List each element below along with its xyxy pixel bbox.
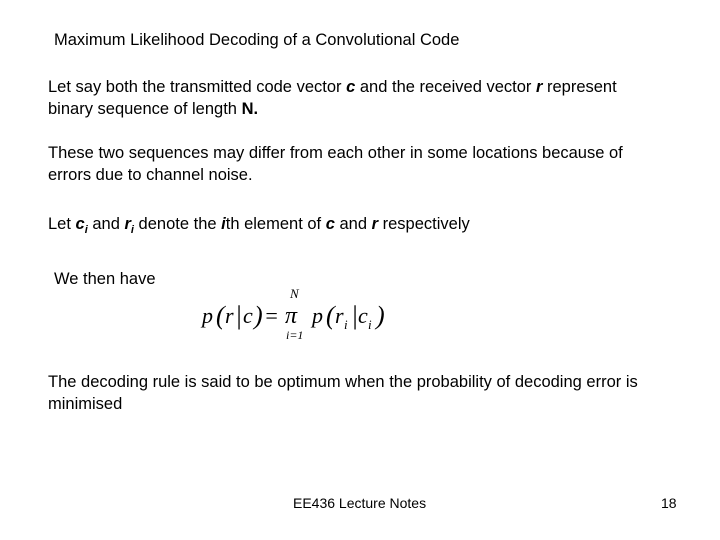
text: denote the [133,215,222,233]
formula-rparen: ) [376,301,385,330]
symbol-r: r [535,78,543,96]
formula-lower-limit: i=1 [286,328,304,342]
formula-ri-subscript: i [344,317,348,332]
formula-p: p [202,303,213,328]
text: binary sequence of length [48,100,242,118]
text: and [87,215,125,233]
text: represent [542,78,617,96]
symbol-r: r [371,215,379,233]
formula-ri: r [335,303,344,328]
formula-svg [198,282,398,344]
paragraph-decoding-rule [48,371,638,415]
paragraph-we-then-have: We then have [54,270,156,288]
text: These two sequences may differ from each other in some locations because of [48,144,623,162]
formula-lparen: ( [216,301,225,330]
formula-equals: = [264,303,279,328]
formula-product-symbol: π [285,303,298,329]
text: Let say both the transmitted code vector [48,78,347,96]
symbol-r: r [124,215,131,233]
paragraph-elements [48,213,470,235]
page-number: 18 [661,495,677,511]
text: minimised [48,395,123,413]
subscript-i: i [84,224,88,236]
symbol-c: c [325,215,335,233]
text: errors due to channel noise. [48,166,253,184]
symbol-ri [124,215,134,236]
text: th element of [225,215,326,233]
footer-course: EE436 Lecture Notes [293,495,427,511]
formula-lparen: ( [326,301,335,330]
paragraph-differ [48,142,623,186]
slide-title: Maximum Likelihood Decoding of a Convolutional Code [54,31,460,49]
subscript-i: i [130,224,134,236]
formula-r: r [225,303,234,328]
formula-ci-subscript: i [368,317,372,332]
symbol-c: c [75,215,85,233]
text: and the received vector [355,78,536,96]
symbol-ci [75,215,88,236]
formula-bar: | [235,301,243,330]
likelihood-formula [198,282,398,344]
symbol-c: c [346,78,356,96]
text: Let [48,215,76,233]
text: The decoding rule is said to be optimum when the probability of decoding error is [48,373,638,391]
formula-upper-limit: N [290,286,299,301]
formula-bar: | [351,301,359,330]
paragraph-code-vectors [48,76,617,120]
formula-p: p [312,303,323,328]
text: and [334,215,372,233]
text: respectively [378,215,470,233]
symbol-N: N. [241,100,259,118]
formula-ci: c [358,303,368,328]
formula-rparen: ) [254,301,263,330]
formula-c: c [243,303,253,328]
symbol-i: i [221,215,226,233]
